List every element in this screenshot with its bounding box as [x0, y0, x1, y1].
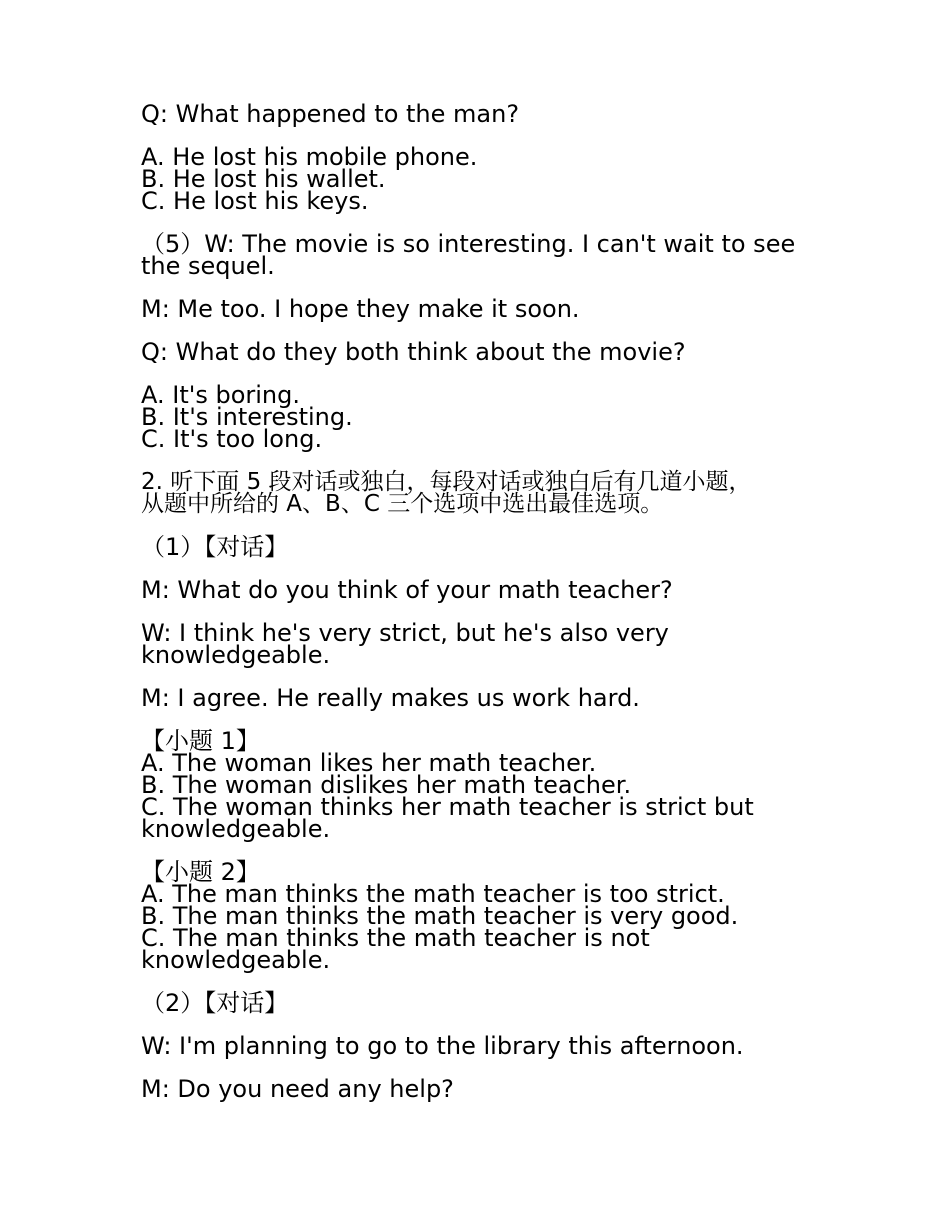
option-c-continued: knowledgeable. — [141, 946, 331, 974]
dialogue-text: W: I'm planning to go to the library this afternoon. — [141, 1032, 744, 1060]
option-b: B. It's interesting. — [141, 403, 353, 431]
dialogue-1-heading — [141, 533, 801, 561]
dialogue-1-line-3 — [141, 684, 801, 712]
sub-question-1 — [141, 727, 801, 843]
dialogue-text: （5）W: The movie is so interesting. I can't wait to see — [141, 230, 796, 258]
question-5-options — [141, 381, 801, 453]
sub-question-2 — [141, 858, 801, 974]
document-page — [141, 100, 801, 1121]
option-a: A. He lost his mobile phone. — [141, 143, 478, 171]
dialogue-text: W: I think he's very strict, but he's also very — [141, 619, 669, 647]
question-text: Q: What do they both think about the movie? — [141, 338, 686, 366]
option-a: A. The woman likes her math teacher. — [141, 749, 597, 777]
dialogue-text-continued: knowledgeable. — [141, 641, 331, 669]
dialogue-2-line-2 — [141, 1075, 801, 1103]
dialogue-1-line-2 — [141, 619, 801, 669]
dialogue-1-line-1 — [141, 576, 801, 604]
sub-question-label: 【小题 2】 — [141, 858, 260, 886]
instruction-line-2: 从题中所给的 A、B、C 三个选项中选出最佳选项。 — [141, 491, 664, 517]
question-4-options — [141, 143, 801, 215]
option-b: B. The woman dislikes her math teacher. — [141, 771, 632, 799]
dialogue-text: M: What do you think of your math teacher? — [141, 576, 673, 604]
dialogue-text: M: I agree. He really makes us work hard. — [141, 684, 640, 712]
instruction-line-1: 2. 听下面 5 段对话或独白，每段对话或独白后有几道小题， — [141, 469, 752, 495]
section-heading: （2）【对话】 — [141, 989, 289, 1017]
dialogue-text: M: Me too. I hope they make it soon. — [141, 295, 580, 323]
option-c-continued: knowledgeable. — [141, 815, 331, 843]
question-text: Q: What happened to the man? — [141, 100, 520, 128]
question-4-prompt — [141, 100, 801, 128]
dialogue-2-heading — [141, 989, 801, 1017]
dialogue-text-continued: the sequel. — [141, 252, 275, 280]
option-c: C. The man thinks the math teacher is not — [141, 924, 650, 952]
question-5-dialogue-line-2 — [141, 295, 801, 323]
option-b: B. He lost his wallet. — [141, 165, 386, 193]
option-a: A. The man thinks the math teacher is too strict. — [141, 880, 725, 908]
option-a: A. It's boring. — [141, 381, 300, 409]
dialogue-text: M: Do you need any help? — [141, 1075, 454, 1103]
option-c: C. He lost his keys. — [141, 187, 369, 215]
question-5-prompt — [141, 338, 801, 366]
section-2-instruction — [141, 471, 801, 515]
section-heading: （1）【对话】 — [141, 533, 289, 561]
question-5-dialogue-line-1 — [141, 230, 801, 280]
sub-question-label: 【小题 1】 — [141, 727, 260, 755]
option-b: B. The man thinks the math teacher is very good. — [141, 902, 739, 930]
option-c: C. It's too long. — [141, 425, 323, 453]
dialogue-2-line-1 — [141, 1032, 801, 1060]
option-c: C. The woman thinks her math teacher is strict but — [141, 793, 754, 821]
